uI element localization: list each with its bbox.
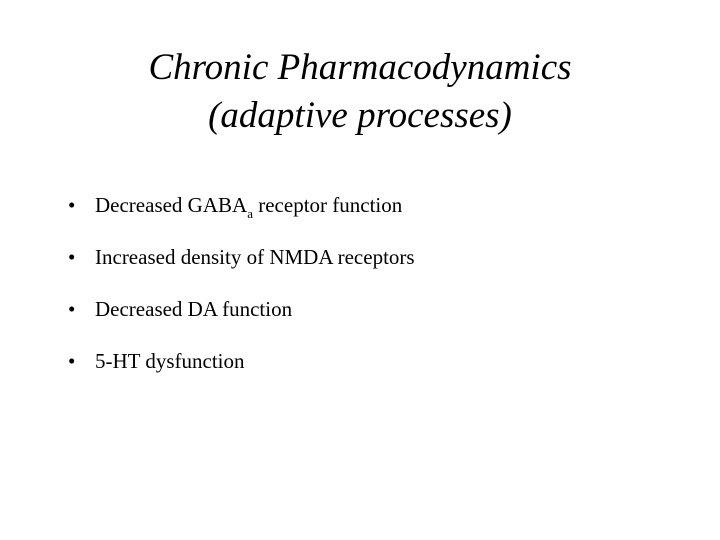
bullet-list: [68, 190, 415, 398]
bullet-subscript: a: [247, 206, 253, 221]
bullet-item-da: [68, 294, 415, 346]
title-line-2: (adaptive processes): [208, 95, 512, 136]
bullet-text-pre: Decreased GABA: [95, 193, 248, 217]
bullet-item-5ht: [68, 346, 415, 398]
bullet-item-gaba: [68, 190, 415, 242]
bullet-icon: •: [68, 349, 76, 373]
title-line-1: Chronic Pharmacodynamics: [148, 47, 572, 88]
bullet-icon: •: [68, 245, 76, 269]
bullet-text: Decreased DA function: [95, 297, 293, 321]
slide-title: [60, 44, 660, 140]
bullet-icon: •: [68, 297, 76, 321]
bullet-item-nmda: [68, 242, 415, 294]
bullet-text: 5-HT dysfunction: [95, 349, 245, 373]
bullet-icon: •: [68, 193, 76, 217]
bullet-text: Increased density of NMDA receptors: [95, 245, 415, 269]
bullet-text-post: receptor function: [252, 193, 403, 217]
